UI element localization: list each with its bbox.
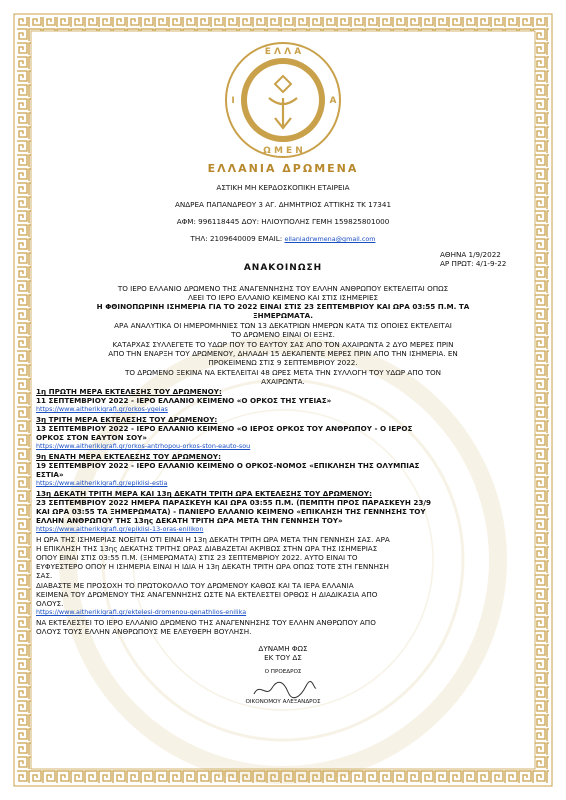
contact-line	[36, 234, 530, 244]
org-title: ΕΛΛΑΝΙΑ ΔΡΩΜΕΝΑ	[207, 162, 359, 175]
para-7-line-1: ΝΑ ΕΚΤΕΛΕΣΤΕΙ ΤΟ ΙΕΡΟ ΕΛΛΑΝΙΟ ΔΡΩΜΕΝΟ ΤΗΣ ΑΝΑΓΕΝΝΗΣΗΣ ΤΟΥ ΕΛΛΗΝ ΑΝΘΡΩΠΟΥ ΑΠΟ	[36, 618, 376, 627]
day-1-heading: 1η ΠΡΩΤΗ ΜΕΡΑ ΕΚΤΕΛΕΣΗΣ ΤΟΥ ΔΡΩΜΕΝΟΥ:	[36, 387, 222, 396]
para-2-line-1: ΑΡΑ ΑΝΑΛΥΤΙΚΑ ΟΙ ΗΜΕΡΟΜΗΝΙΕΣ ΤΩΝ 13 ΔΕΚΑΤΡΙΩΝ ΗΜΕΡΩΝ ΚΑΤΑ ΤΙΣ ΟΠΟΙΕΣ ΕΚΤΕΛΕΙΤΑΙ	[114, 321, 452, 330]
email-link[interactable]: ellaniadrwmena@gmail.com	[284, 235, 376, 243]
day-13-text-3: ΕΛΛΗΝ ΑΝΘΡΩΠΟΥ ΤΗΣ 13ης ΔΕΚΑΤΗ ΤΡΙΤΗ ΩΡΑ ΜΕΤΑ ΤΗΝ ΓΕΝΝΗΣΗ ΤΟΥ»	[36, 516, 343, 525]
protocol-number: ΑΡ ΠΡΩΤ: 4/1-9-22	[440, 259, 507, 268]
day-3-text-1: 13 ΣΕΠΤΕΜΒΡΙΟΥ 2022 - ΙΕΡΟ ΕΛΛΑΝΙΟ ΚΕΙΜΕΝΟ «Ο ΙΕΡΟΣ ΟΡΚΟΣ ΤΟΥ ΑΝΘΡΩΠΟΥ - Ο ΙΕΡΟΣ	[36, 424, 413, 433]
day-3-heading: 3η ΤΡΙΤΗ ΜΕΡΑ ΕΚΤΕΛΕΣΗΣ ΤΟΥ ΔΡΩΜΕΝΟΥ:	[36, 415, 218, 424]
signature-board: ΕΚ ΤΟΥ ΔΣ	[264, 653, 302, 662]
letter-date: ΑΘΗΝΑ 1/9/2022	[440, 250, 501, 259]
para-1-line-1: ΤΟ ΙΕΡΟ ΕΛΛΑΝΙΟ ΔΡΩΜΕΝΟ ΤΗΣ ΑΝΑΓΕΝΝΗΣΗΣ ΤΟΥ ΕΛΛΗΝ ΑΝΘΡΩΠΟΥ ΕΚΤΕΛΕΙΤΑΙ ΟΠΩΣ	[117, 284, 449, 293]
day-13-link[interactable]: https://www.aitherikigrafi.gr/epiklisi-13-oras-enilikon	[36, 525, 204, 533]
day-9-link[interactable]: https://www.aitherikigrafi.gr/epiklisi-estia	[36, 479, 168, 487]
para-5-line-5: ΣΑΣ.	[36, 571, 53, 580]
day-9-heading: 9η ΕΝΑΤΗ ΜΕΡΑ ΕΚΤΕΛΕΣΗΣ ΤΟΥ ΔΡΩΜΕΝΟΥ:	[36, 452, 221, 461]
para-5-line-3: ΟΠΟΥ ΕΙΝΑΙ ΣΤΙΣ 03:55 Π.Μ. (ΞΗΜΕΡΩΜΑΤΑ) ΣΤΙΣ 23 ΣΕΠΤΕΜΒΡΙΟΥ 2022. ΑΥΤΟ ΕΙΝΑΙ ΤΟ	[36, 553, 358, 562]
para-3-line-3: ΠΡΟΚΕΙΜΕΝΩ ΣΤΙΣ 9 ΣΕΠΤΕΜΒΡΙΟΥ 2022.	[208, 358, 358, 367]
day-3-link[interactable]: https://www.aitherikigrafi.gr/orkos-antrhopou-orkos-ston-eauto-sou	[36, 442, 251, 450]
announcement-heading: ΑΝΑΚΟΙΝΩΣΗ	[243, 263, 323, 273]
day-13-text-2: ΚΑΙ ΩΡΑ 03:55 ΤΑ ΞΗΜΕΡΩΜΑΤΑ) - ΠΑΝΙΕΡΟ ΕΛΛΑΝΙΟ ΚΕΙΜΕΝΟ «ΕΠΙΚΛΗΣΗ ΤΗΣ ΓΕΝΝΗΣΗΣ ΤΟΥ	[36, 507, 426, 516]
org-type: ΑΣΤΙΚΗ ΜΗ ΚΕΡΔΟΣΚΟΠΙΚΗ ΕΤΑΙΡΕΙΑ	[216, 183, 350, 192]
para-5-line-4: ΕΥΦΥΕΣΤΕΡΟ ΟΠΟΥ Η ΙΣΗΜΕΡΙΑ ΕΙΝΑΙ Η ΙΔΙΑ Η 13η ΔΕΚΑΤΗ ΤΡΙΤΗ ΩΡΑ ΟΠΩΣ ΤΟΤΕ ΣΤΗ ΓΕΝΝΗΣΗ	[36, 562, 389, 571]
handwritten-signature	[250, 678, 320, 702]
day-9-text-2: ΕΣΤΙΑ»	[36, 470, 64, 479]
para-1-line-3: Η ΦΘΙΝΟΠΩΡΙΝΗ ΙΣΗΜΕΡΙΑ ΓΙΑ ΤΟ 2022 ΕΙΝΑΙ ΣΤΙΣ 23 ΣΕΠΤΕΜΒΡΙΟΥ ΚΑΙ ΩΡΑ 03:55 Π.Μ. ΤΑ	[96, 302, 470, 311]
para-5-line-1: Η ΩΡΑ ΤΗΣ ΙΣΗΜΕΡΙΑΣ ΝΟΕΙΤΑΙ ΟΤΙ ΕΙΝΑΙ Η 13η ΔΕΚΑΤΗ ΤΡΙΤΗ ΩΡΑ ΜΕΤΑ ΤΗΝ ΓΕΝΝΗΣΗ ΣΑΣ. ΑΡΑ	[36, 535, 390, 544]
day-1-text: 11 ΣΕΠΤΕΜΒΡΙΟΥ 2022 - ΙΕΡΟ ΕΛΛΑΝΙΟ ΚΕΙΜΕΝΟ «Ο ΟΡΚΟΣ ΤΗΣ ΥΓΕΙΑΣ»	[36, 396, 332, 405]
day-9-text-1: 19 ΣΕΠΤΕΜΒΡΙΟΥ 2022 - ΙΕΡΟ ΕΛΛΑΝΙΟ ΚΕΙΜΕΝΟ Ο ΟΡΚΟΣ-ΝΟΜΟΣ «ΕΠΙΚΛΗΣΗ ΤΗΣ ΟΛΥΜΠΙΑΣ	[36, 461, 420, 470]
para-5-line-2: Η ΕΠΙΚΛΗΣΗ ΤΗΣ 13ης ΔΕΚΑΤΗΣ ΤΡΙΤΗΣ ΩΡΑΣ ΔΙΑΒΑΖΕΤΑΙ ΑΚΡΙΒΩΣ ΣΤΗΝ ΩΡΑ ΤΗΣ ΙΣΗΜΕΡΙΑΣ	[36, 544, 378, 553]
svg-text:Α: Α	[329, 96, 337, 106]
svg-text:Ι: Ι	[231, 96, 235, 106]
signature-name: ΟΙΚΟΝΟΜΟΥ ΑΛΕΞΑΝΔΡΟΣ	[245, 699, 321, 705]
para-4-line-2: ΑΧΑΙΡΩΝΤΑ.	[261, 377, 305, 386]
svg-text:Ω Μ Ε Ν: Ω Μ Ε Ν	[263, 146, 303, 156]
para-1-line-2: ΛΕΕΙ ΤΟ ΙΕΡΟ ΕΛΛΑΝΙΟ ΚΕΙΜΕΝΟ ΚΑΙ ΣΤΙΣ ΙΣΗΜΕΡΙΕΣ	[187, 293, 379, 302]
org-address: ΑΝΔΡΕΑ ΠΑΠΑΝΔΡΕΟΥ 3 ΑΓ. ΔΗΜΗΤΡΙΟΣ ΑΤΤΙΚΗΣ ΤΚ 17341	[174, 200, 392, 209]
document-body	[36, 46, 530, 754]
para-6-line-3: ΟΛΟΥΣ.	[36, 599, 64, 608]
signature-motto: ΔΥΝΑΜΗ ΦΩΣ	[258, 644, 308, 653]
org-tax-info: ΑΦΜ: 996118445 ΔΟΥ: ΗΛΙΟΥΠΟΛΗΣ ΓΕΜΗ 159825801000	[176, 217, 390, 226]
day-13-heading: 13η ΔΕΚΑΤΗ ΤΡΙΤΗ ΜΕΡΑ ΚΑΙ 13η ΔΕΚΑΤΗ ΤΡΙΤΗ ΩΡΑ ΕΚΤΕΛΕΣΗΣ ΤΟΥ ΔΡΩΜΕΝΟΥ:	[36, 489, 372, 498]
day-13-text-1: 23 ΣΕΠΤΕΜΒΡΙΟΥ 2022 ΗΜΕΡΑ ΠΑΡΑΣΚΕΥΗ ΚΑΙ ΩΡΑ 03:55 Π.Μ. (ΠΕΜΠΤΗ ΠΡΟΣ ΠΑΡΑΣΚΕΥΗ 23/9	[36, 498, 431, 507]
day-1-link[interactable]: https://www.aitherikigrafi.gr/orkos-ygeias	[36, 405, 168, 413]
para-7-line-2: ΟΛΟΥΣ ΤΟΥΣ ΕΛΛΗΝ ΑΝΘΡΩΠΟΥΣ ΜΕ ΕΛΕΥΘΕΡΗ ΒΟΥΛΗΣΗ.	[36, 627, 252, 636]
para-3-line-1: ΚΑΤΑΡΧΑΣ ΣΥΛΛΕΓΕΤΕ ΤΟ ΥΔΩΡ ΠΟΥ ΤΟ ΕΑΥΤΟΥ ΣΑΣ ΑΠΟ ΤΟΝ ΑΧΑΙΡΩΝΤΑ 2 ΔΥΟ ΜΕΡΕΣ ΠΡΙΝ	[112, 340, 454, 349]
phone-text: ΤΗΛ: 2109640009 EMAIL:	[190, 234, 283, 243]
para-4-line-1: ΤΟ ΔΡΩΜΕΝΟ ΞΕΚΙΝΑ ΝΑ ΕΚΤΕΛΕΙΤΑΙ 48 ΩΡΕΣ ΜΕΤΑ ΤΗΝ ΣΥΛΛΟΓΗ ΤΟΥ ΥΔΩΡ ΑΠΟ ΤΟΝ	[124, 368, 442, 377]
para-3-line-2: ΑΠΟ ΤΗΝ ΕΝΑΡΞΗ ΤΟΥ ΔΡΩΜΕΝΟΥ, ΔΗΛΑΔΗ 15 ΔΕΚΑΠΕΝΤΕ ΜΕΡΕΣ ΠΡΙΝ ΑΠΟ ΤΗΝ ΙΣΗΜΕΡΙΑ. ΕΝ	[108, 349, 458, 358]
day-3-text-2: ΟΡΚΟΣ ΣΤΟΝ ΕΑΥΤΟΝ ΣΟΥ»	[36, 433, 147, 442]
para-6-link[interactable]: https://www.aitherikigrafi.gr/ektelesi-dromenou-genathlios-enilika	[36, 608, 247, 616]
para-6-line-1: ΔΙΑΒΑΣΤΕ ΜΕ ΠΡΟΣΟΧΗ ΤΟ ΠΡΩΤΟΚΟΛΛΟ ΤΟΥ ΔΡΩΜΕΝΟΥ ΚΑΘΩΣ ΚΑΙ ΤΑ ΙΕΡΑ ΕΛΛΑΝΙΑ	[36, 581, 354, 590]
svg-text:Ε Λ Λ Α: Ε Λ Λ Α	[264, 47, 302, 57]
para-1-line-4: ΞΗΜΕΡΩΜΑΤΑ.	[253, 311, 313, 320]
para-2-line-2: ΤΟ ΔΡΩΜΕΝΟ ΕΙΝΑΙ ΟΙ ΕΞΗΣ.	[231, 330, 335, 339]
para-6-line-2: ΚΕΙΜΕΝΑ ΤΟΥ ΔΡΩΜΕΝΟΥ ΤΗΣ ΑΝΑΓΕΝΝΗΣΗΣ ΩΣΤΕ ΝΑ ΕΚΤΕΛΕΣΤΕΙ ΟΡΘΩΣ Η ΔΙΑΔΙΚΑΣΙΑ ΑΠΟ	[36, 590, 378, 599]
signature-role: Ο ΠΡΟΕΔΡΟΣ	[264, 669, 302, 675]
